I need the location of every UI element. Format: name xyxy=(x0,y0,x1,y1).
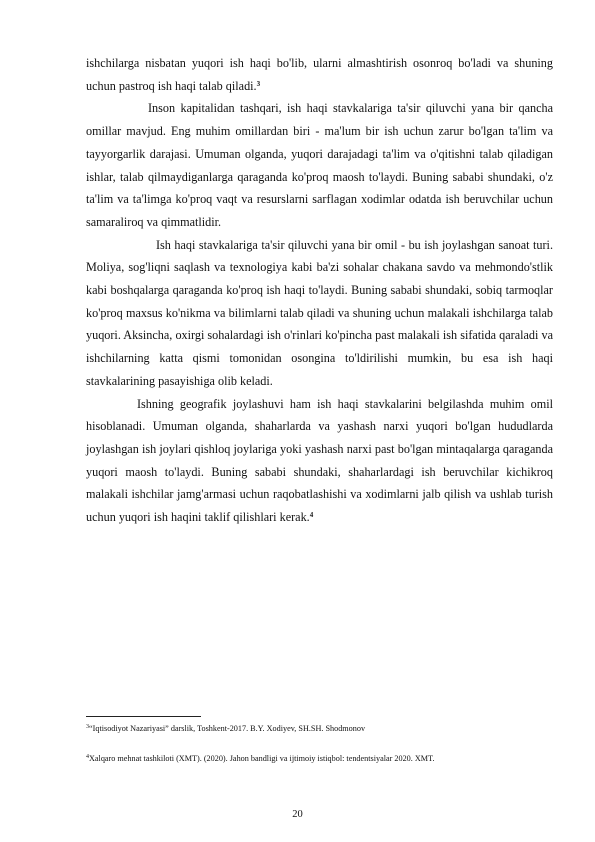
body-text xyxy=(86,52,553,529)
footnote-number: 3 xyxy=(86,724,89,730)
paragraph-2 xyxy=(86,97,553,233)
footnote-ref-4[interactable]: 4 xyxy=(309,511,314,520)
paragraph-1 xyxy=(86,52,553,97)
page-number: 20 xyxy=(292,809,303,820)
paragraph-text: ishchilarga nisbatan yuqori ish haqi bo'lib, ularni almashtirish osonroq bo'ladi va shuning uchun pastroq ish haqi talab qiladi. xyxy=(86,56,553,93)
footnote-text: “Iqtisodiyot Nazariyasi” darslik, Toshkent-2017. B.Y. Xodiyev, SH.SH. Shodmonov xyxy=(89,724,366,733)
footnote-separator xyxy=(86,716,201,717)
footnote-4 xyxy=(86,753,556,764)
paragraph-text: Ish haqi stavkalariga ta'sir qiluvchi yana bir omil - bu ish joylashgan sanoat turi. Moliya, sog'liqni saqlash va texnologiya kabi ba'zi sohalar chakana savdo va mehmondo'stlik kabi boshqalarga qaraganda ko'proq ish haqi to'laydi. Buning sababi shundaki, sobiq tarmoqlar ko'proq maxsus ko'nikma va bilimlarni talab qiladi va shuning uchun malakali ishchilarga talab yuqori. Aksincha, oxirgi sohalardagi ish o'rinlari ko'pincha past malakali ish sifatida qaraladi va ishchilarning katta qismi tomonidan osongina to'ldirilishi mumkin, bu esa ish haqi stavkalarining pasayishiga olib keladi. xyxy=(86,237,553,388)
paragraph-text: Inson kapitalidan tashqari, ish haqi stavkalariga ta'sir qiluvchi yana bir qancha omillar mavjud. Eng muhim omillardan biri - ma'lum bir ish uchun zarur bo'lgan ta'lim va tayyorgarlik darajasi. Umuman olganda, yuqori darajadagi ta'lim va o'qitishni talab qiladigan ishlar, talab qilmaydiganlarga qaraganda ko'proq maosh to'laydi. Buning sababi shundaki, o'z ta'lim va ta'limga ko'proq vaqt va resurslarni sarflagan xodimlar odatda ish beruvchilar uchun samaraliroq va qimmatlidir. xyxy=(86,101,553,229)
footnote-3 xyxy=(86,723,556,734)
footnote-number: 4 xyxy=(86,754,89,760)
footnote-ref-3[interactable]: 3 xyxy=(256,79,261,88)
paragraph-text: Ishning geografik joylashuvi ham ish haqi stavkalarini belgilashda muhim omil hisoblanadi. Umuman olganda, shaharlarda va yashash narxi yuqori bo'lgan hududlarda joylashgan ish joylari qishloq joylariga yoki yashash narxi past bo'lgan mintaqalarga qaraganda yuqori maosh to'laydi. Buning sababi shundaki, shaharlardagi ish beruvchilar kichikroq malakali ishchilar jamg'armasi uchun raqobatlashishi va xodimlarni jalb qilish va ushlab turish uchun yuqori ish haqini taklif qilishlari kerak. xyxy=(86,396,553,525)
paragraph-3 xyxy=(86,234,553,393)
paragraph-4 xyxy=(86,393,553,529)
footnote-text: Xalqaro mehnat tashkiloti (XMT). (2020). Jahon bandligi va ijtimoiy istiqbol: tendentsiyalar 2020. XMT. xyxy=(89,754,435,763)
